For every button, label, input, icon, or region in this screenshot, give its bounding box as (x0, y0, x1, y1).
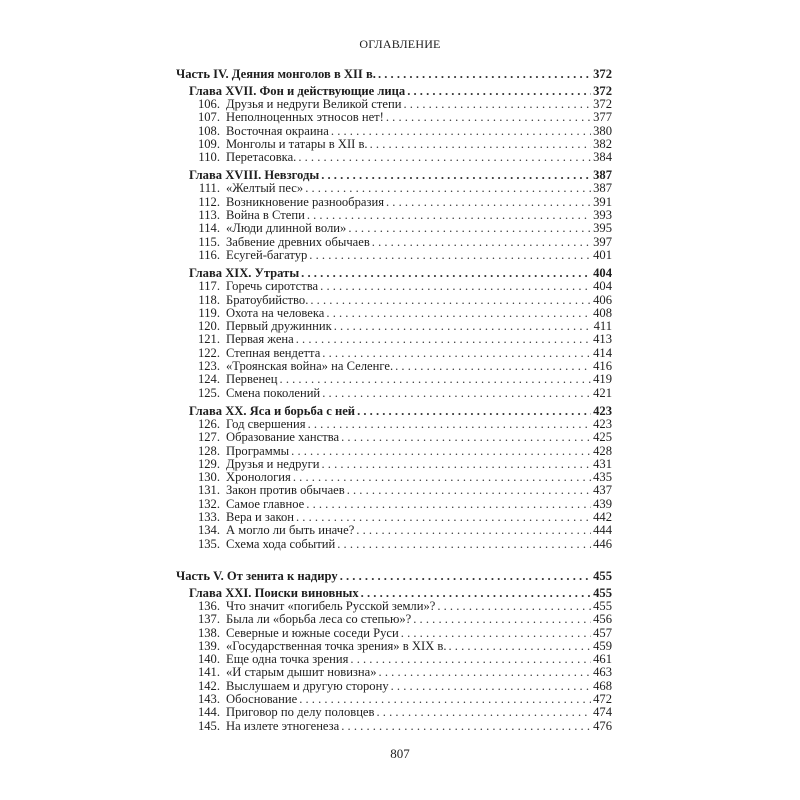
entry-title: Глава XXI. Поиски виновных (189, 585, 359, 600)
entry-title: Еще одна точка зрения (226, 652, 349, 667)
section-number: 142. (197, 678, 220, 693)
dot-leader (322, 387, 591, 400)
section-number: 134. (197, 523, 220, 538)
toc-section-entry[interactable] (176, 600, 612, 613)
section-number: 135. (197, 536, 220, 551)
entry-page-number: 468 (593, 678, 612, 693)
entry-title: Первый дружинник (226, 319, 332, 334)
toc-section-entry[interactable] (176, 613, 612, 626)
dot-leader (280, 373, 592, 386)
section-number: 137. (197, 612, 220, 627)
section-number: 128. (197, 443, 220, 458)
dot-leader (401, 627, 591, 640)
entry-page-number: 404 (593, 279, 612, 294)
entry-page-number: 411 (593, 319, 612, 334)
toc-section-entry[interactable] (176, 222, 612, 235)
section-number: 131. (197, 483, 220, 498)
entry-page-number: 380 (593, 123, 612, 138)
dot-leader (341, 431, 591, 444)
dot-leader (347, 484, 591, 497)
section-number: 111. (198, 181, 220, 196)
entry-title: Война в Степи (226, 208, 305, 223)
entry-page-number: 372 (593, 84, 612, 98)
entry-page-number: 423 (593, 403, 612, 418)
section-number: 116. (198, 247, 220, 262)
entry-page-number: 372 (593, 67, 612, 81)
entry-title: Обоснование (226, 691, 298, 706)
entry-page-number: 463 (593, 665, 612, 680)
toc-chapter-entry[interactable] (176, 168, 612, 182)
toc-section-entry[interactable] (176, 151, 612, 164)
dot-leader (341, 720, 591, 733)
dot-leader (395, 360, 591, 373)
entry-page-number: 457 (593, 625, 612, 640)
dot-leader (407, 84, 591, 98)
toc-section-entry[interactable] (176, 524, 612, 537)
section-number: 115. (198, 234, 220, 249)
entry-title: Друзья и недруги (226, 456, 320, 471)
toc-section-entry[interactable] (176, 627, 612, 640)
section-number: 139. (197, 638, 220, 653)
entry-title: Год свершения (226, 416, 306, 431)
entry-page-number: 442 (593, 510, 612, 525)
section-number: 144. (197, 705, 220, 720)
toc-section-entry[interactable] (176, 511, 612, 524)
toc-section-entry[interactable] (176, 706, 612, 719)
dot-leader (296, 333, 591, 346)
entry-title: «Люди длинной воли» (226, 221, 347, 236)
entry-title: Степная вендетта (226, 345, 321, 360)
entry-page-number: 459 (593, 638, 612, 653)
section-number: 119. (198, 305, 220, 320)
toc-section-entry[interactable] (176, 373, 612, 386)
section-number: 118. (198, 292, 220, 307)
entry-page-number: 413 (593, 332, 612, 347)
entry-title: Смена поколений (226, 385, 321, 400)
entry-title: Возникновение разнообразия (226, 194, 384, 209)
toc-section-entry[interactable] (176, 307, 612, 320)
page-number: 807 (390, 746, 410, 761)
toc-section-entry[interactable] (176, 236, 612, 249)
entry-title: Часть V. От зенита к надиру (176, 568, 338, 583)
section-number: 106. (197, 97, 220, 111)
entry-page-number: 425 (593, 430, 612, 445)
dot-leader (310, 294, 591, 307)
section-number: 124. (197, 372, 220, 387)
entry-page-number: 372 (593, 97, 612, 111)
entry-title: Восточная окраина (226, 123, 329, 138)
entry-title: Программы (226, 443, 290, 458)
dot-leader (299, 693, 591, 706)
entry-page-number: 421 (593, 385, 612, 400)
entry-page-number: 416 (593, 359, 612, 374)
dot-leader (413, 613, 591, 626)
entry-page-number: 384 (593, 150, 612, 165)
section-number: 140. (197, 652, 220, 667)
entry-title: Вера и закон (226, 510, 294, 525)
section-number: 145. (197, 718, 220, 733)
dot-leader (306, 498, 591, 511)
toc-section-entry[interactable] (176, 498, 612, 511)
section-number: 117. (198, 279, 220, 294)
entry-title: Глава XVIII. Невзгоды (189, 168, 320, 183)
section-number: 109. (197, 136, 220, 151)
entry-title: Часть IV. Деяния монголов в XII в. (176, 67, 376, 81)
toc-section-entry[interactable] (176, 680, 612, 693)
section-number: 132. (197, 496, 220, 511)
dot-leader (337, 538, 591, 551)
toc-section-entry[interactable] (176, 320, 612, 333)
entry-title: Хронология (226, 470, 291, 485)
section-number: 114. (198, 221, 220, 236)
section-number: 121. (197, 332, 220, 347)
entry-title: Охота на человека (226, 305, 325, 320)
entry-page-number: 444 (593, 523, 612, 538)
entry-page-number: 446 (593, 536, 612, 551)
entry-page-number: 474 (593, 705, 612, 720)
dot-leader (370, 138, 592, 151)
entry-title: Глава XVII. Фон и действующие лица (189, 84, 406, 98)
dot-leader (379, 666, 592, 679)
toc-section-entry[interactable] (176, 693, 612, 706)
entry-page-number: 472 (593, 691, 612, 706)
entry-page-number: 435 (593, 470, 612, 485)
entry-title: Неполноценных этносов нет! (226, 110, 384, 125)
entry-page-number: 423 (593, 416, 612, 431)
dot-leader (309, 249, 591, 262)
entry-title: «И старым дышит новизна» (226, 665, 377, 680)
entry-title: Друзья и недруги Великой степи (226, 97, 402, 111)
toc-section-entry[interactable] (176, 333, 612, 346)
toc-chapter-entry[interactable] (176, 586, 612, 600)
toc-section-entry[interactable] (176, 209, 612, 222)
toc-section-entry[interactable] (176, 196, 612, 209)
dot-leader (296, 511, 591, 524)
entry-title: На излете этногенеза (226, 718, 340, 733)
toc-section-entry[interactable] (176, 640, 612, 653)
entry-page-number: 393 (593, 208, 612, 223)
entry-title: Первая жена (226, 332, 294, 347)
entry-page-number: 387 (593, 181, 612, 196)
dot-leader (386, 111, 591, 124)
section-number: 113. (198, 208, 220, 223)
entry-page-number: 428 (593, 443, 612, 458)
entry-page-number: 476 (593, 718, 612, 733)
entry-title: Закон против обычаев (226, 483, 345, 498)
entry-page-number: 408 (593, 305, 612, 320)
toc-section-entry[interactable] (176, 280, 612, 293)
section-number: 127. (197, 430, 220, 445)
dot-leader (322, 347, 591, 360)
entry-page-number: 406 (593, 292, 612, 307)
dot-leader (305, 182, 591, 195)
toc-section-entry[interactable] (176, 418, 612, 431)
entry-title: Первенец (226, 372, 278, 387)
section-number: 130. (197, 470, 220, 485)
section-number: 136. (197, 598, 220, 613)
entry-page-number: 439 (593, 496, 612, 511)
dot-leader (298, 151, 591, 164)
section-number: 120. (197, 319, 220, 334)
toc-section-entry[interactable] (176, 666, 612, 679)
section-number: 107. (197, 110, 220, 125)
toc-section-entry[interactable] (176, 458, 612, 471)
toc-section-entry[interactable] (176, 720, 612, 733)
dot-leader (386, 196, 591, 209)
section-number: 138. (197, 625, 220, 640)
entry-title: Глава XIX. Утраты (189, 266, 300, 281)
entry-page-number: 404 (593, 266, 612, 281)
section-number: 112. (198, 194, 220, 209)
dot-leader (293, 471, 591, 484)
dot-leader (301, 266, 591, 280)
entry-page-number: 397 (593, 234, 612, 249)
dot-leader (403, 98, 591, 111)
entry-title: Что значит «погибель Русской земли»? (226, 598, 436, 613)
entry-title: «Государственная точка зрения» в XIX в. (226, 638, 447, 653)
entry-title: Монголы и татары в XII в. (226, 136, 368, 151)
section-number: 129. (197, 456, 220, 471)
dot-leader (357, 404, 591, 418)
entry-title: «Желтый пес» (226, 181, 304, 196)
dot-leader (378, 67, 591, 82)
entry-page-number: 455 (593, 568, 612, 583)
dot-leader (326, 307, 591, 320)
dot-leader (308, 418, 592, 431)
dot-leader (340, 569, 591, 584)
toc-part-entry[interactable] (176, 67, 612, 82)
entry-page-number: 431 (593, 456, 612, 471)
entry-page-number: 437 (593, 483, 612, 498)
running-head: ОГЛАВЛЕНИЕ (359, 37, 441, 51)
entry-title: Глава XX. Яса и борьба с ней (189, 403, 356, 418)
toc-part-entry[interactable] (176, 569, 612, 584)
dot-leader (321, 458, 591, 471)
entry-page-number: 455 (593, 585, 612, 600)
toc-section-entry[interactable] (176, 347, 612, 360)
toc-section-entry[interactable] (176, 182, 612, 195)
dot-leader (372, 236, 591, 249)
entry-title: Северные и южные соседи Руси (226, 625, 399, 640)
section-number: 133. (197, 510, 220, 525)
entry-page-number: 382 (593, 136, 612, 151)
dot-leader (437, 600, 591, 613)
entry-title: Схема хода событий (226, 536, 336, 551)
toc-section-entry[interactable] (176, 294, 612, 307)
entry-title: А могло ли быть иначе? (226, 523, 355, 538)
section-number: 110. (198, 150, 220, 165)
dot-leader (334, 320, 592, 333)
entry-page-number: 377 (593, 110, 612, 125)
toc-section-entry[interactable] (176, 445, 612, 458)
dot-leader (448, 640, 591, 653)
entry-title: Приговор по делу половцев (226, 705, 375, 720)
entry-page-number: 387 (593, 168, 612, 183)
section-number: 141. (197, 665, 220, 680)
toc-chapter-entry[interactable] (176, 84, 612, 98)
entry-page-number: 401 (593, 247, 612, 262)
dot-leader (361, 586, 591, 600)
section-number: 143. (197, 691, 220, 706)
section-number: 126. (197, 416, 220, 431)
entry-page-number: 414 (593, 345, 612, 360)
entry-title: Образование ханства (226, 430, 340, 445)
toc-section-entry[interactable] (176, 111, 612, 124)
dot-leader (307, 209, 591, 222)
toc-section-entry[interactable] (176, 387, 612, 400)
toc-section-entry[interactable] (176, 138, 612, 151)
section-number: 125. (197, 385, 220, 400)
toc-chapter-entry[interactable] (176, 266, 612, 280)
toc-section-entry[interactable] (176, 98, 612, 111)
entry-title: Горечь сиротства (226, 279, 319, 294)
section-number: 122. (197, 345, 220, 360)
entry-page-number: 395 (593, 221, 612, 236)
entry-title: Была ли «борьба леса со степью»? (226, 612, 412, 627)
dot-leader (321, 168, 591, 182)
toc-section-entry[interactable] (176, 125, 612, 138)
toc-section-entry[interactable] (176, 249, 612, 262)
dot-leader (320, 280, 591, 293)
dot-leader (356, 524, 591, 537)
entry-title: Перетасовка. (226, 150, 297, 165)
entry-page-number: 456 (593, 612, 612, 627)
toc-chapter-entry[interactable] (176, 404, 612, 418)
dot-leader (391, 680, 591, 693)
entry-title: Есугей-багатур (226, 247, 308, 262)
toc-section-entry[interactable] (176, 653, 612, 666)
entry-page-number: 391 (593, 194, 612, 209)
table-of-contents (176, 67, 612, 733)
entry-title: Выслушаем и другую сторону (226, 678, 389, 693)
dot-leader (331, 125, 591, 138)
entry-title: «Троянская война» на Селенге. (226, 359, 394, 374)
entry-title: Братоубийство. (226, 292, 309, 307)
dot-leader (350, 653, 591, 666)
toc-section-entry[interactable] (176, 538, 612, 551)
dot-leader (291, 445, 591, 458)
dot-leader (348, 222, 591, 235)
toc-section-entry[interactable] (176, 431, 612, 444)
entry-page-number: 455 (593, 598, 612, 613)
section-number: 108. (197, 123, 220, 138)
toc-section-entry[interactable] (176, 484, 612, 497)
section-number: 123. (197, 359, 220, 374)
toc-section-entry[interactable] (176, 360, 612, 373)
entry-title: Забвение древних обычаев (226, 234, 370, 249)
toc-section-entry[interactable] (176, 471, 612, 484)
entry-title: Самое главное (226, 496, 305, 511)
dot-leader (376, 706, 591, 719)
entry-page-number: 419 (593, 372, 612, 387)
entry-page-number: 461 (593, 652, 612, 667)
